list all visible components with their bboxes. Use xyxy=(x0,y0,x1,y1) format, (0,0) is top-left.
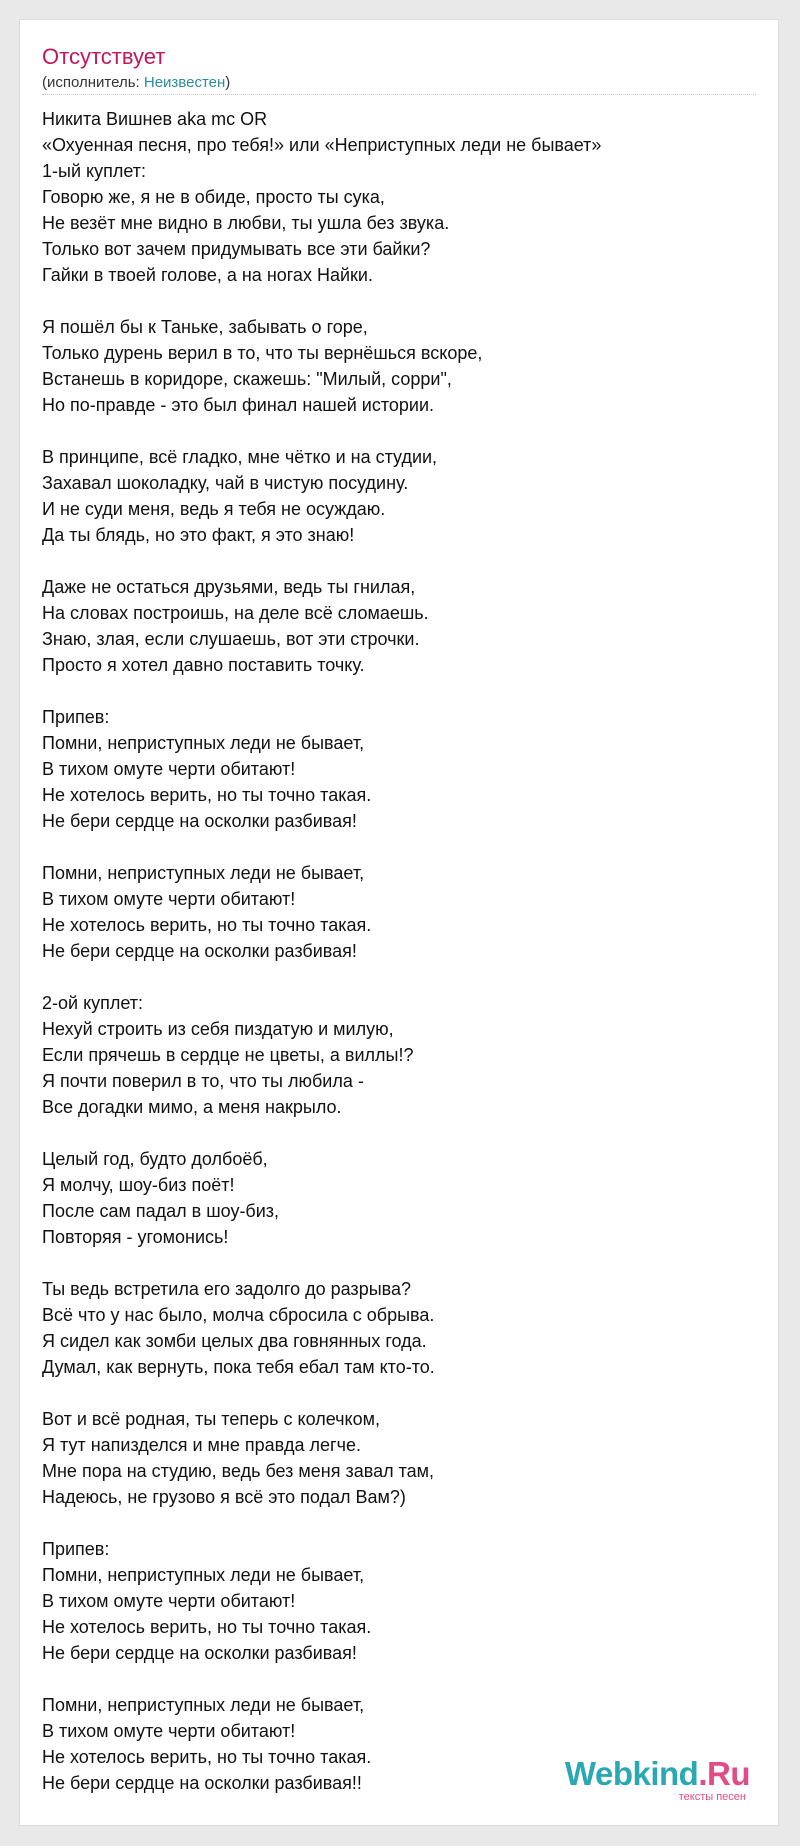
lyric-line: 2-ой куплет: xyxy=(42,993,144,1013)
lyric-line: Думал, как вернуть, пока тебя ебал там кто-то. xyxy=(42,1357,435,1377)
lyric-line: Помни, неприступных леди не бывает, xyxy=(42,1695,365,1715)
lyric-line: Знаю, злая, если слушаешь, вот эти строчки. xyxy=(42,629,420,649)
lyric-line: В принципе, всё гладко, мне чётко и на студии, xyxy=(42,447,438,467)
stanza-gap xyxy=(42,678,762,704)
lyric-line: Я молчу, шоу-биз поёт! xyxy=(42,1175,235,1195)
lyric-line: Повторяя - угомонись! xyxy=(42,1227,229,1247)
lyric-line: Даже не остаться друзьями, ведь ты гнилая, xyxy=(42,577,416,597)
lyric-line: В тихом омуте черти обитают! xyxy=(42,1591,296,1611)
lyric-line: Все догадки мимо, а меня накрыло. xyxy=(42,1097,342,1117)
lyric-line: Только вот зачем придумывать все эти байки? xyxy=(42,239,431,259)
lyrics-text xyxy=(42,106,762,1796)
lyric-line: Встанешь в коридоре, скажешь: "Милый, сорри", xyxy=(42,369,452,389)
lyric-line: Да ты блядь, но это факт, я это знаю! xyxy=(42,525,355,545)
lyrics-page xyxy=(19,19,779,1826)
lyric-line: Я тут напизделся и мне правда легче. xyxy=(42,1435,361,1455)
lyric-line: Не хотелось верить, но ты точно такая. xyxy=(42,785,372,805)
header-divider xyxy=(42,94,756,95)
lyric-line: Не хотелось верить, но ты точно такая. xyxy=(42,1617,372,1637)
lyric-line: Помни, неприступных леди не бывает, xyxy=(42,1565,365,1585)
lyric-line: Всё что у нас было, молча сбросила с обрыва. xyxy=(42,1305,435,1325)
stanza-gap xyxy=(42,834,762,860)
stanza-gap xyxy=(42,1510,762,1536)
lyric-line: Не хотелось верить, но ты точно такая. xyxy=(42,1747,372,1767)
artist-link[interactable]: Неизвестен xyxy=(143,74,226,91)
lyric-line: Не везёт мне видно в любви, ты ушла без звука. xyxy=(42,213,450,233)
lyric-line: После сам падал в шоу-биз, xyxy=(42,1201,280,1221)
lyric-line: Говорю же, я не в обиде, просто ты сука, xyxy=(42,187,385,207)
stanza-gap xyxy=(42,964,762,990)
lyric-line: Припев: xyxy=(42,707,110,727)
lyric-line: В тихом омуте черти обитают! xyxy=(42,889,296,909)
lyric-line: 1-ый куплет: xyxy=(42,161,146,181)
lyric-line: На словах построишь, на деле всё сломаешь. xyxy=(42,603,429,623)
lyric-line: Помни, неприступных леди не бывает, xyxy=(42,863,365,883)
stanza-gap xyxy=(42,1666,762,1692)
logo-tagline: тексты песен xyxy=(678,1791,746,1803)
logo-wordmark xyxy=(565,1757,750,1790)
stanza-gap xyxy=(42,288,762,314)
lyric-line: Но по-правде - это был финал нашей истории. xyxy=(42,395,435,415)
lyric-line: Я почти поверил в то, что ты любила - xyxy=(42,1071,364,1091)
lyric-line: Только дурень верил в то, что ты вернёшься вскоре, xyxy=(42,343,483,363)
logo-brand: Webkind xyxy=(564,1755,699,1792)
artist-prefix: (исполнитель: xyxy=(42,74,144,91)
lyric-line: Не бери сердце на осколки разбивая!! xyxy=(42,1773,362,1793)
artist-line xyxy=(42,74,230,91)
lyric-line: Не хотелось верить, но ты точно такая. xyxy=(42,915,372,935)
lyric-line: Мне пора на студию, ведь без меня завал там, xyxy=(42,1461,435,1481)
lyric-line: В тихом омуте черти обитают! xyxy=(42,759,296,779)
lyric-line: Не бери сердце на осколки разбивая! xyxy=(42,941,357,961)
lyric-line: Помни, неприступных леди не бывает, xyxy=(42,733,365,753)
lyric-line: Не бери сердце на осколки разбивая! xyxy=(42,811,357,831)
lyric-line: И не суди меня, ведь я тебя не осуждаю. xyxy=(42,499,386,519)
stanza-gap xyxy=(42,418,762,444)
lyric-line: Я пошёл бы к Таньке, забывать о горе, xyxy=(42,317,368,337)
lyric-line: Целый год, будто долбоёб, xyxy=(42,1149,268,1169)
lyric-line: Ты ведь встретила его задолго до разрыва? xyxy=(42,1279,412,1299)
stanza-gap xyxy=(42,1250,762,1276)
stanza-gap xyxy=(42,548,762,574)
logo-tld: .Ru xyxy=(698,1755,750,1792)
stanza-gap xyxy=(42,1120,762,1146)
webkind-logo[interactable] xyxy=(565,1757,750,1803)
lyric-line: Припев: xyxy=(42,1539,110,1559)
lyric-line: Просто я хотел давно поставить точку. xyxy=(42,655,365,675)
artist-suffix: ) xyxy=(225,74,231,91)
stanza-gap xyxy=(42,1380,762,1406)
lyric-line: Вот и всё родная, ты теперь с колечком, xyxy=(42,1409,380,1429)
lyric-line: Если прячешь в сердце не цветы, а виллы!? xyxy=(42,1045,414,1065)
lyric-line: Захавал шоколадку, чай в чистую посудину. xyxy=(42,473,409,493)
lyric-line: Надеюсь, не грузово я всё это подал Вам?) xyxy=(42,1487,406,1507)
lyric-line: Я сидел как зомби целых два говнянных года. xyxy=(42,1331,427,1351)
lyric-line: Нехуй строить из себя пиздатую и милую, xyxy=(42,1019,394,1039)
lyric-line: Никита Вишнев aka mc OR xyxy=(42,109,268,129)
lyric-line: Гайки в твоей голове, а на ногах Найки. xyxy=(42,265,373,285)
lyric-line: «Охуенная песня, про тебя!» или «Неприступных леди не бывает» xyxy=(42,135,602,155)
lyric-line: Не бери сердце на осколки разбивая! xyxy=(42,1643,357,1663)
song-title: Отсутствует xyxy=(42,44,166,69)
lyric-line: В тихом омуте черти обитают! xyxy=(42,1721,296,1741)
